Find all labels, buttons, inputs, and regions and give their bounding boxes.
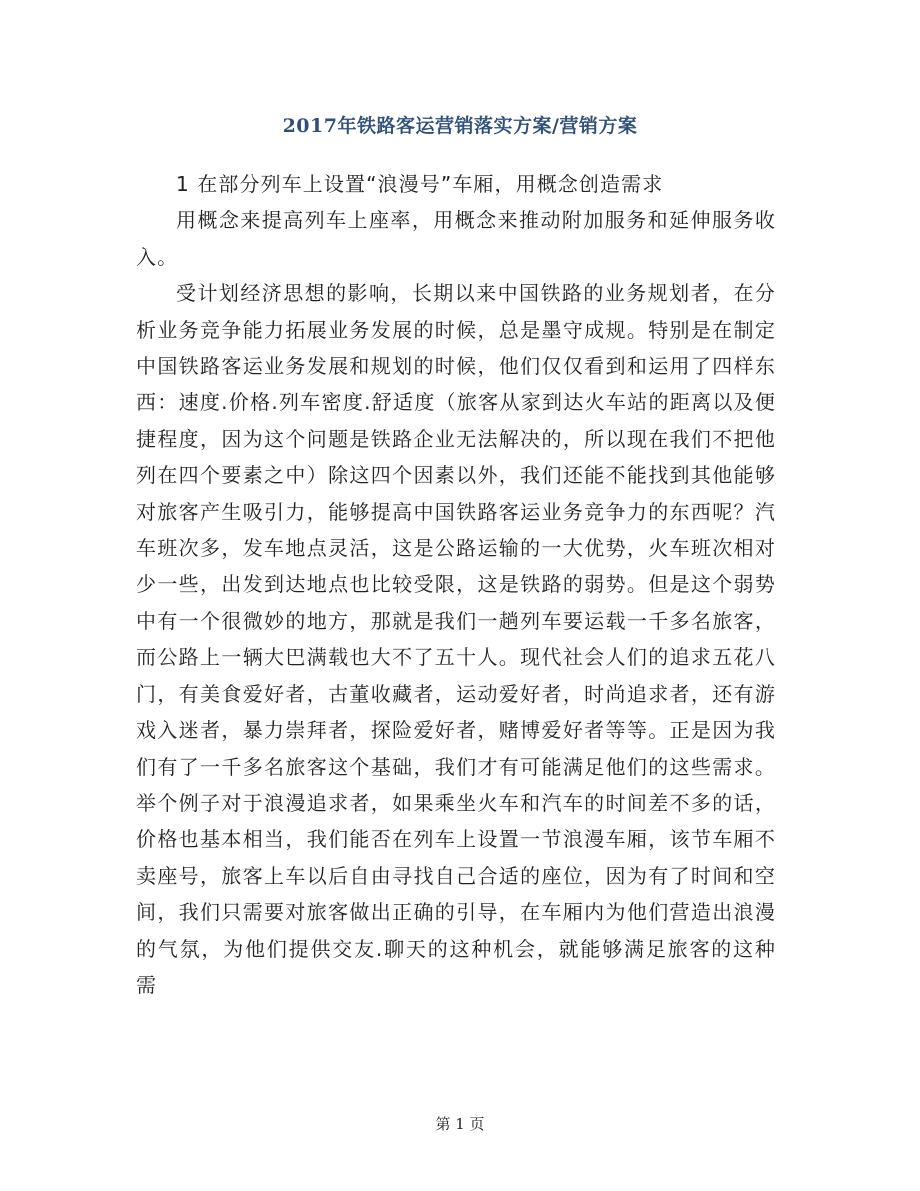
paragraph-heading: 1 在部分列车上设置“浪漫号”车厢，用概念创造需求: [176, 172, 664, 196]
page-number: 第 1 页: [435, 1115, 485, 1133]
document-body: [136, 166, 776, 1003]
paragraph-main: 受计划经济思想的影响，长期以来中国铁路的业务规划者，在分析业务竞争能力拓展业务发展的时候，总是墨守成规。特别是在制定中国铁路客运业务发展和规划的时候，他们仅仅看到和运用了四样东西：速度.价格.列车密度.舒适度（旅客从家到达火车站的距离以及便捷程度，因为这个问题是铁路企业无法解决的，所以现在我们不把他列在四个要素之中）除这四个因素以外，我们还能不能找到其他能够对旅客产生吸引力，能够提高中国铁路客运业务竞争力的东西呢？汽车班次多，发车地点灵活，这是公路运输的一大优势，火车班次相对少一些，出发到达地点也比较受限，这是铁路的弱势。但是这个弱势中有一个很微妙的地方，那就是我们一趟列车要运载一千多名旅客，而公路上一辆大巴满载也大不了五十人。现代社会人们的追求五花八门，有美食爱好者，古董收藏者，运动爱好者，时尚追求者，还有游戏入迷者，暴力崇拜者，探险爱好者，赌博爱好者等等。正是因为我们有了一千多名旅客这个基础，我们才有可能满足他们的这些需求。举个例子对于浪漫追求者，如果乘坐火车和汽车的时间差不多的话，价格也基本相当，我们能否在列车上设置一节浪漫车厢，该节车厢不卖座号，旅客上车以后自由寻找自己合适的座位，因为有了时间和空间，我们只需要对旅客做出正确的引导，在车厢内为他们营造出浪漫的气氛，为他们提供交友.聊天的这种机会，就能够满足旅客的这种需: [136, 281, 776, 997]
document-title: 2017年铁路客运营销落实方案/营销方案: [282, 115, 638, 137]
paragraph-intro: 用概念来提高列车上座率，用概念来推动附加服务和延伸服务收入。: [136, 208, 776, 269]
